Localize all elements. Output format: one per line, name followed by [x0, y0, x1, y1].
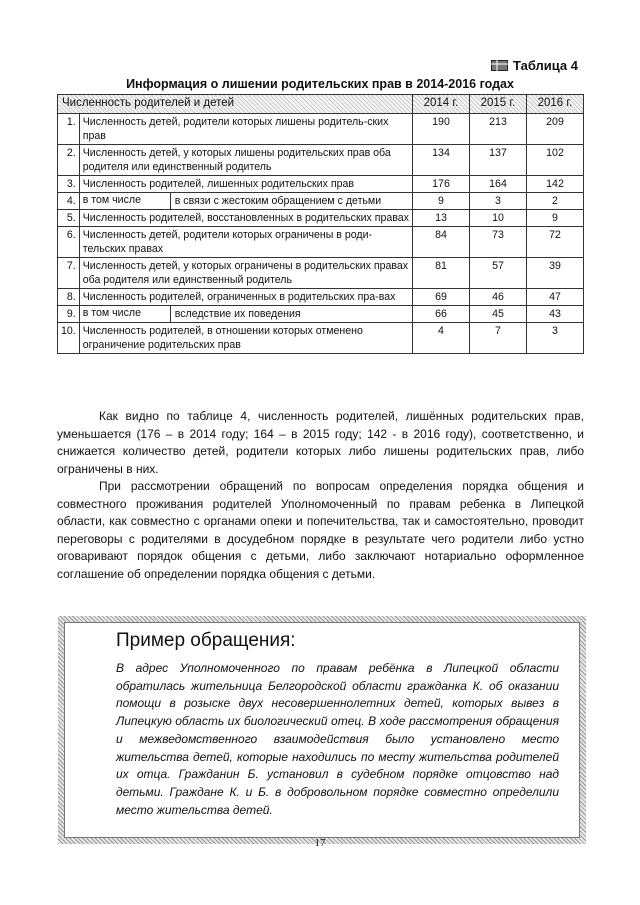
paragraph-1: Как видно по таблице 4, численность родителей, лишённых родительских прав, уменьшается (176 – в 2014 году; 164 – в 2015 году; 142 - в 2016 году), соответственно, и снижается количество детей, родители которых либо лишены родительских прав, либо ограничены в них. [57, 409, 584, 476]
value-2016: 9 [527, 210, 584, 227]
value-2014: 9 [413, 193, 470, 210]
row-number: 9. [58, 306, 80, 323]
value-2014: 4 [413, 323, 470, 354]
value-2015: 46 [470, 289, 527, 306]
table-row [58, 114, 584, 145]
page-number: 17 [314, 837, 326, 849]
row-number: 8. [58, 289, 80, 306]
value-2016: 47 [527, 289, 584, 306]
row-label: Численность детей, у которых ограничены в родительских правах оба родителя или единственный родитель [79, 258, 412, 289]
value-2014: 66 [413, 306, 470, 323]
value-2016: 142 [527, 176, 584, 193]
value-2015: 164 [470, 176, 527, 193]
row-label: Численность детей, родители которых лишены родитель-ских прав [79, 114, 412, 145]
table-row [58, 323, 584, 354]
row-number: 7. [58, 258, 80, 289]
value-2014: 134 [413, 145, 470, 176]
row-label-detail: вследствие их поведения [174, 308, 301, 320]
row-label [79, 306, 412, 323]
table-row [58, 145, 584, 176]
row-number: 3. [58, 176, 80, 193]
row-number: 4. [58, 193, 80, 210]
value-2014: 84 [413, 227, 470, 258]
row-number: 6. [58, 227, 80, 258]
table-header-row [58, 95, 584, 114]
value-2015: 3 [470, 193, 527, 210]
value-2015: 10 [470, 210, 527, 227]
table-row [58, 176, 584, 193]
table-label [491, 58, 578, 73]
row-number: 10. [58, 323, 80, 354]
value-2015: 45 [470, 306, 527, 323]
row-label-detail: в связи с жестоким обращением с детьми [174, 195, 382, 207]
table-row [58, 227, 584, 258]
table-icon [491, 60, 508, 71]
row-label: Численность детей, родители которых ограничены в роди-тельских правах [79, 227, 412, 258]
value-2014: 69 [413, 289, 470, 306]
example-title: Пример обращения: [116, 630, 296, 651]
value-2016: 2 [527, 193, 584, 210]
value-2014: 176 [413, 176, 470, 193]
row-label: Численность родителей, лишенных родительских прав [79, 176, 412, 193]
row-label-qualifier: в том числе [83, 306, 171, 322]
value-2016: 39 [527, 258, 584, 289]
table-row [58, 306, 584, 323]
table-row [58, 258, 584, 289]
value-2015: 73 [470, 227, 527, 258]
table-row [58, 193, 584, 210]
paragraph-2: При рассмотрении обращений по вопросам определения порядка общения и совместного проживания родителей Уполномоченный по правам ребенка в Липецкой области, как совместно с органами опеки и попечительства, так и самостоятельно, проводит переговоры с родителями в досудебном порядке в результате чего родители либо устно оговаривают порядок общения с детьми, либо заключают нотариально оформленное соглашение об определении порядка общения с детьми. [57, 479, 584, 581]
row-label [79, 193, 412, 210]
value-2014: 13 [413, 210, 470, 227]
value-2015: 137 [470, 145, 527, 176]
row-number: 2. [58, 145, 80, 176]
row-label: Численность родителей, восстановленных в родительских правах [79, 210, 412, 227]
row-label: Численность детей, у которых лишены родительских прав оба родителя или единственный родитель [79, 145, 412, 176]
header-2015: 2015 г. [470, 95, 527, 114]
value-2015: 57 [470, 258, 527, 289]
rights-table [57, 94, 584, 354]
row-label: Численность родителей, ограниченных в родительских пра-вах [79, 289, 412, 306]
table-row [58, 210, 584, 227]
table-label-text: Таблица 4 [512, 58, 578, 73]
value-2016: 102 [527, 145, 584, 176]
example-body: В адрес Уполномоченного по правам ребёнка в Липецкой области обратилась жительница Белгородской области гражданка К. об оказании помощи в розыске двух несовершеннолетних детей, которых вывез в Липецкую область их биологический отец. В ходе рассмотрения обращения и межведомственного взаимодействия было установлено место жительства детей, которые находились по месту жительства родителей их отца. Гражданин Б. установил в судебном порядке отцовство над детьми. Граждане К. и Б. в добровольном порядке совместно определили место жительства детей. [116, 661, 559, 817]
value-2014: 190 [413, 114, 470, 145]
value-2016: 43 [527, 306, 584, 323]
value-2016: 72 [527, 227, 584, 258]
header-2014: 2014 г. [413, 95, 470, 114]
example-box [58, 616, 586, 844]
row-label-qualifier: в том числе [83, 193, 171, 209]
value-2016: 3 [527, 323, 584, 354]
row-number: 1. [58, 114, 80, 145]
table-title: Информация о лишении родительских прав в 2014-2016 годах [126, 77, 514, 91]
header-2016: 2016 г. [527, 95, 584, 114]
row-number: 5. [58, 210, 80, 227]
header-name: Численность родителей и детей [58, 95, 413, 114]
value-2014: 81 [413, 258, 470, 289]
table-row [58, 289, 584, 306]
value-2016: 209 [527, 114, 584, 145]
value-2015: 213 [470, 114, 527, 145]
value-2015: 7 [470, 323, 527, 354]
row-label: Численность родителей, в отношении которых отменено ограничение родительских прав [79, 323, 412, 354]
